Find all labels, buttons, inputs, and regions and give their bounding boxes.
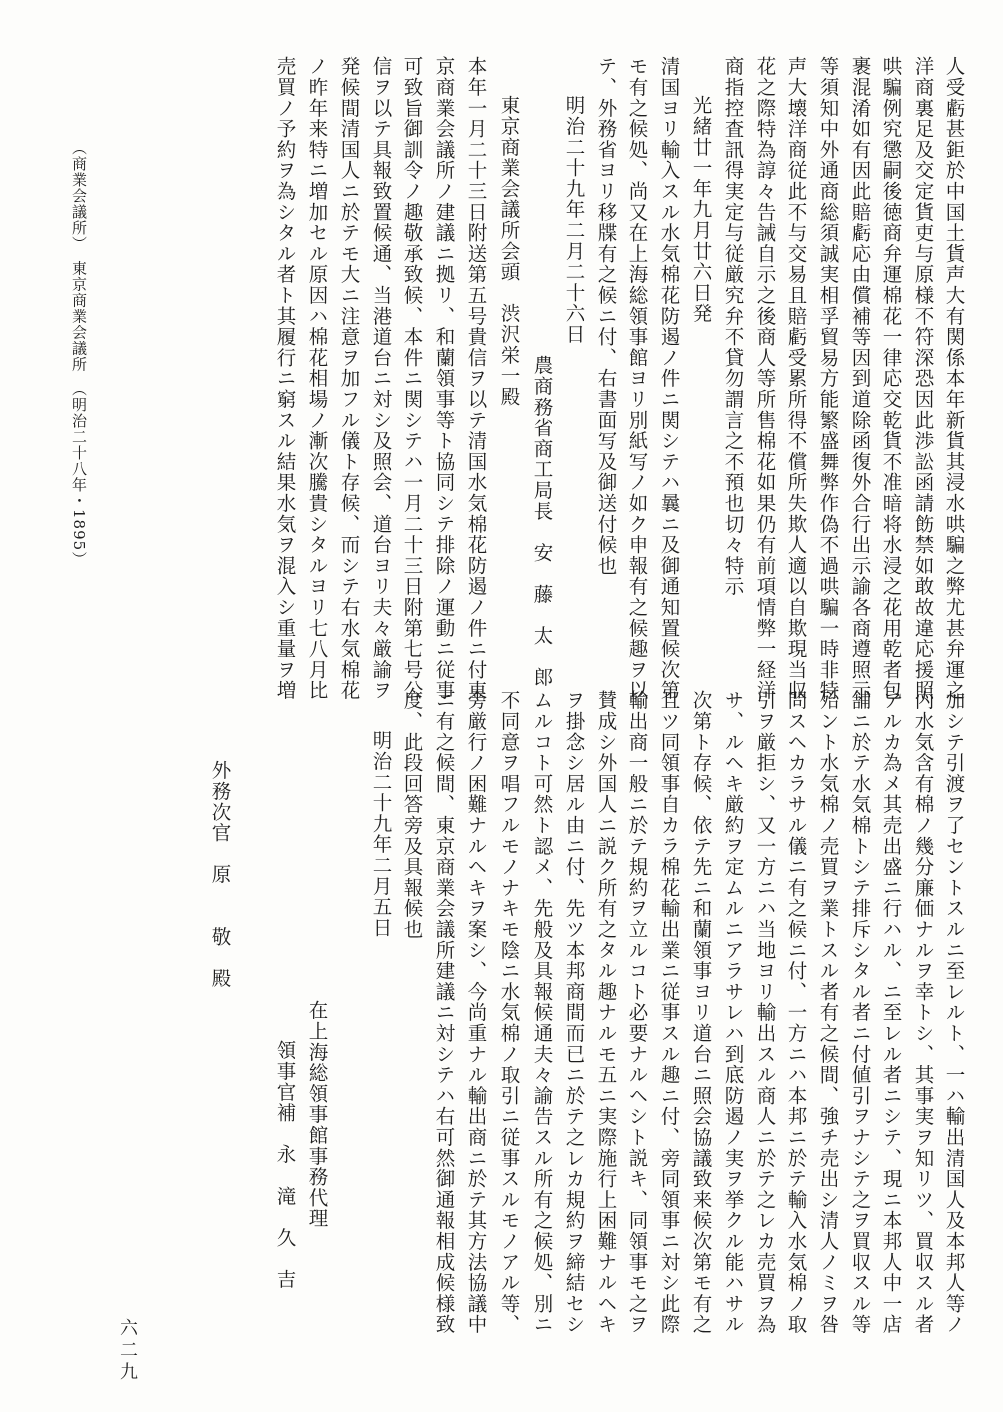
date-line: 明治二十九年二月五日	[369, 730, 393, 938]
date-line: 明治二十九年二月二十六日	[562, 95, 586, 345]
text-column: モ有之候処、尚又在上海総領事館ヨリ別紙写ノ如ク申報有之候趣ヲ以	[625, 56, 649, 701]
text-column: ヲ掛念シ居ル由ニ付、先ツ本邦商間而已ニ於テ之レカ規約ヲ締結セシ	[562, 690, 586, 1335]
text-column: 本年一月二十三日附送第五号貴信ヲ以テ清国水気棉花防遏ノ件ニ付東	[464, 56, 488, 701]
text-column: 発候間清国人ニ於テモ大ニ注意ヲ加フル儀ト存候、而シテ右水気棉花	[337, 56, 361, 701]
text-column: 不同意ヲ唱フルモノナキモ陰ニ水気棉ノ取引ニ従事スルモノアル等、	[497, 690, 521, 1335]
text-column: 信ヲ以テ具報致置候通、当港道台ニ対シ及照会、道台ヨリ夫々厳諭ヲ	[369, 56, 393, 701]
running-header: （商業会議所） 東京商業会議所 （明治二十八年・1895）	[70, 140, 88, 568]
date-line: 光緒廿一年九月廿六日発	[689, 95, 713, 324]
sender-office: 在上海総領事館事務代理	[305, 1000, 329, 1229]
sender-name: 領事官補 永 滝 久 吉	[273, 1040, 297, 1290]
text-column: 清国ヨリ輸入スル水気棉花防遏ノ件ニ関シテハ曩ニ及御通知置候次第	[657, 56, 681, 701]
text-column: 裹混淆如有因此賠虧応由償補等因到道除函復外合行出示諭各商遵照示	[848, 56, 872, 701]
text-column: 殆ント水気棉ノ売買ヲ業トスル者有之候間、強チ売出シ清人ノミヲ咎	[816, 690, 840, 1335]
text-column: 等須知中外通商総須誠実相孚貿易方能繁盛舞弊作偽不過哄騙一時非特	[816, 56, 840, 701]
text-column: 花之際特為諄々告誡自示之後商人等所售棉花如果仍有前項情弊一経洋	[753, 56, 777, 701]
text-column: テ、外務省ヨリ移牒有之候ニ付、右書面写及御送付候也	[594, 56, 618, 576]
page-number: 六二九	[117, 1318, 138, 1384]
text-column: ムルコト可然ト認メ、先般及具報候通夫々諭告スル所有之候処、別ニ	[530, 690, 554, 1335]
text-column: 輸出商一般ニ於テ規約ヲ立ルコト必要ナルヘシト説キ、同領事モ之ヲ	[625, 690, 649, 1335]
text-column: サ、ルヘキ厳約ヲ定ムルニアラサレハ到底防遏ノ実ヲ挙クル能ハサル	[721, 690, 745, 1335]
text-column: アルカ為メ其売出盛ニ行ハル、ニ至レル者ニシテ、現ニ本邦人中一店	[879, 690, 903, 1335]
text-column: 旁厳行ノ困難ナルヘキヲ案シ、今尚重ナル輸出商ニ於テ其方法協議中	[464, 690, 488, 1335]
sender-line: 農商務省商工局長 安 藤 太 郎	[530, 355, 554, 688]
text-column: 可致旨御訓令ノ趣敬承致候、本件ニ関シテハ一月二十三日附第七号公	[400, 56, 424, 701]
text-column: 次第ト存候、依テ先ニ和蘭領事ヨリ道台ニ照会協議致来候次第モ有之	[689, 690, 713, 1335]
text-column: 且ツ同領事自カラ棉花輸出業ニ従事スル趣ニ付、旁同領事ニ対シ此際	[657, 690, 681, 1335]
text-column: ニ有之候間、東京商業会議所建議ニ対シテハ右可然御通報相成候様致	[432, 690, 456, 1335]
text-column: 引ヲ厳拒シ、又一方ニハ当地ヨリ輸出スル商人ニ於テ之レカ売買ヲ為	[753, 690, 777, 1335]
text-column: 人受虧甚鉅於中国土貨声大有関係本年新貨其浸水哄騙之弊尤甚弁運之	[942, 56, 966, 701]
text-column: 問スヘカラサル儀ニ有之候ニ付、一方ニハ本邦ニ於テ輸入水気棉ノ取	[784, 690, 808, 1335]
text-column: 売買ノ予約ヲ為シタル者ト其履行ニ窮スル結果水気ヲ混入シ重量ヲ増	[273, 56, 297, 701]
text-column: 賛成シ外国人ニ説ク所有之タル趣ナルモ五ニ実際施行上困難ナルヘキ	[594, 690, 618, 1335]
text-column: 内水気含有棉ノ幾分廉価ナルヲ幸トシ、其事実ヲ知リツ、買収スル者	[911, 690, 935, 1335]
text-column: 声大壊洋商従此不与交易且賠虧受累所得不償所失欺人適以自欺現当収	[784, 56, 808, 701]
text-column: 商指控査訊得実定与従厳究弁不貸勿謂言之不預也切々特示	[721, 56, 745, 597]
addressee-line: 東京商業会議所会頭 渋沢栄一殿	[497, 95, 521, 407]
text-column: ノ昨年来特ニ増加セル原因ハ棉花相場ノ漸次騰貴シタルヨリ七八月比	[305, 56, 329, 701]
addressee-line: 外務次官 原 敬 殿	[208, 760, 232, 989]
text-column: 度、此段回答旁及具報候也	[400, 690, 424, 940]
text-column: 京商業会議所ノ建議ニ拠リ、和蘭領事等ト協同シテ排除ノ運動ニ従事	[432, 56, 456, 701]
text-column: 哄騙例究懲嗣後徳商弁運棉花一律応交乾貨不准暗将水浸之花用乾者包	[879, 56, 903, 701]
text-column: 舗ニ於テ水気棉トシテ排斥シタル者ニ付値引ヲナシテ之ヲ買収スル等	[848, 690, 872, 1335]
text-column: 加シテ引渡ヲ了セントスルニ至レルト、一ハ輸出清国人及本邦人等ノ	[942, 690, 966, 1335]
text-column: 洋商裏足及交定貨吏与原様不符深恐因此渉訟函請飭禁如敢故違応援照	[911, 56, 935, 701]
